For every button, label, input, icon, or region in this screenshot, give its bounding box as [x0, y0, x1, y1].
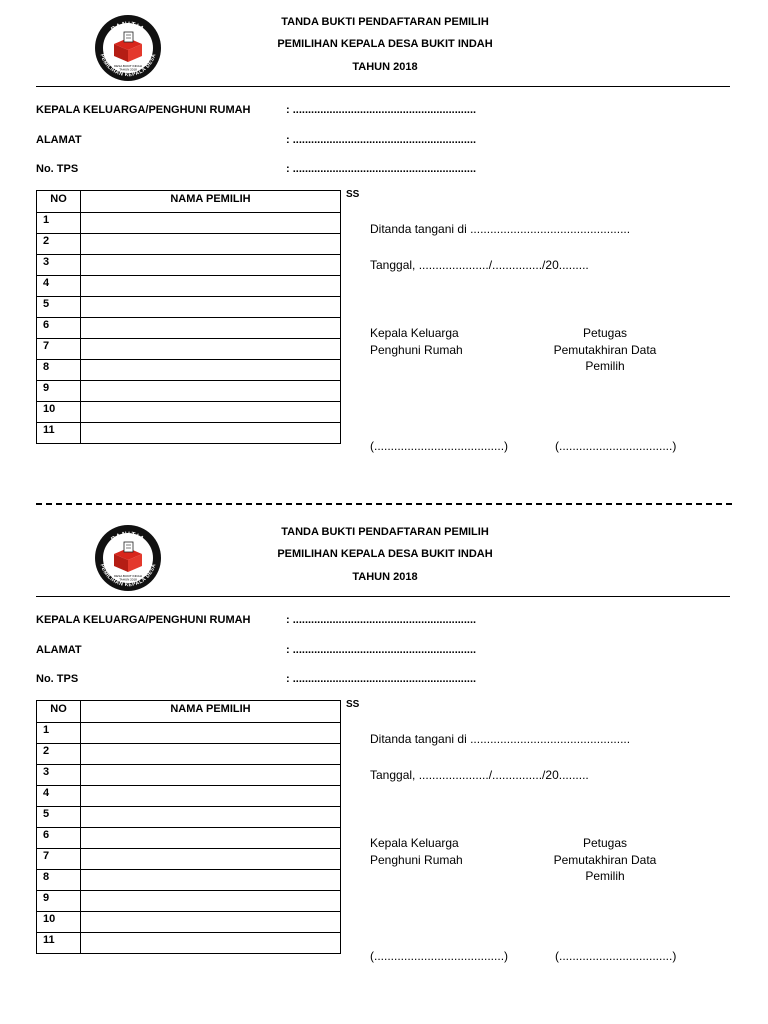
voter-name-cell[interactable] — [81, 765, 341, 786]
voter-name-cell[interactable] — [81, 849, 341, 870]
ss-mark: SS — [346, 699, 360, 710]
table-row — [37, 276, 341, 297]
table-row — [37, 381, 341, 402]
ss-mark: SS — [346, 189, 360, 200]
row-number: 6 — [37, 318, 81, 339]
voter-name-cell[interactable] — [81, 381, 341, 402]
logo-inner-line-2: TAHUN 2018 — [119, 577, 137, 582]
header-title-line-3: TAHUN 2018 — [352, 571, 418, 583]
table-row — [37, 723, 341, 744]
row-number: 2 — [37, 744, 81, 765]
table-row — [37, 234, 341, 255]
row-number: 11 — [37, 933, 81, 954]
left-signer-title-2: Penghuni Rumah — [370, 343, 463, 357]
row-number: 5 — [37, 297, 81, 318]
row-number: 3 — [37, 765, 81, 786]
row-number: 1 — [37, 723, 81, 744]
voter-name-cell[interactable] — [81, 339, 341, 360]
col-header-name: NAMA PEMILIH — [81, 191, 341, 213]
registration-slip-1 — [0, 0, 768, 470]
voter-name-cell[interactable] — [81, 402, 341, 423]
table-row — [37, 849, 341, 870]
right-signer-title-3: Pemilih — [585, 869, 625, 883]
right-signer-title-1: Petugas — [582, 836, 628, 850]
logo-arc-top-text: PANITIA — [110, 530, 146, 544]
table-row — [37, 786, 341, 807]
table-row — [37, 402, 341, 423]
voter-name-cell[interactable] — [81, 255, 341, 276]
table-row — [37, 423, 341, 444]
logo-inner-line-1: DESA BUKIT INDAH — [114, 64, 142, 68]
table-row — [37, 297, 341, 318]
row-number: 1 — [37, 213, 81, 234]
row-number: 7 — [37, 849, 81, 870]
field-value-head-of-household[interactable]: : ............................................................ — [286, 104, 477, 116]
date-line[interactable]: Tanggal, ...................../.............../20......... — [370, 258, 589, 272]
left-signature-line[interactable]: (.......................................) — [370, 949, 509, 963]
right-signer-title-2: Pemutakhiran Data — [553, 343, 657, 357]
voter-table-header — [37, 191, 341, 213]
header-title-line-2: PEMILIHAN KEPALA DESA BUKIT INDAH — [277, 548, 493, 560]
committee-logo — [94, 14, 162, 82]
table-row — [37, 828, 341, 849]
logo-inner-line-2: TAHUN 2018 — [119, 67, 137, 72]
table-row — [37, 744, 341, 765]
row-number: 5 — [37, 807, 81, 828]
voter-name-cell[interactable] — [81, 360, 341, 381]
row-number: 8 — [37, 360, 81, 381]
registration-slip-2 — [0, 510, 768, 980]
field-value-address[interactable]: : ............................................................ — [286, 134, 477, 146]
logo-arc-top-text: PANITIA — [110, 20, 146, 34]
voter-name-cell[interactable] — [81, 786, 341, 807]
field-label-tps: No. TPS — [36, 163, 79, 175]
right-signer-title-2: Pemutakhiran Data — [553, 853, 657, 867]
field-value-tps[interactable]: : ............................................................ — [286, 163, 477, 175]
voter-name-cell[interactable] — [81, 912, 341, 933]
left-signer-title-2: Penghuni Rumah — [370, 853, 463, 867]
row-number: 11 — [37, 423, 81, 444]
voter-name-cell[interactable] — [81, 870, 341, 891]
voter-name-cell[interactable] — [81, 891, 341, 912]
field-label-address: ALAMAT — [36, 134, 82, 146]
field-label-address: ALAMAT — [36, 644, 82, 656]
row-number: 7 — [37, 339, 81, 360]
voter-name-cell[interactable] — [81, 744, 341, 765]
row-number: 4 — [37, 276, 81, 297]
field-value-head-of-household[interactable]: : ............................................................ — [286, 614, 477, 626]
voter-name-cell[interactable] — [81, 318, 341, 339]
field-label-head-of-household: KEPALA KELUARGA/PENGHUNI RUMAH — [36, 614, 251, 626]
right-signature-line[interactable]: (..................................) — [555, 439, 677, 453]
row-number: 9 — [37, 891, 81, 912]
header-title-line-1: TANDA BUKTI PENDAFTARAN PEMILIH — [281, 526, 489, 538]
header-title-line-2: PEMILIHAN KEPALA DESA BUKIT INDAH — [277, 38, 493, 50]
right-signature-line[interactable]: (..................................) — [555, 949, 677, 963]
right-signer-title-3: Pemilih — [585, 359, 625, 373]
voter-table — [36, 190, 341, 444]
logo-arc-bottom-text: PEMILIHAN KEPALA DESA — [98, 53, 158, 79]
voter-name-cell[interactable] — [81, 234, 341, 255]
voter-name-cell[interactable] — [81, 423, 341, 444]
row-number: 10 — [37, 912, 81, 933]
voter-name-cell[interactable] — [81, 297, 341, 318]
table-row — [37, 765, 341, 786]
date-line[interactable]: Tanggal, ...................../.............../20......... — [370, 768, 589, 782]
table-row — [37, 870, 341, 891]
col-header-name: NAMA PEMILIH — [81, 701, 341, 723]
header-title-line-3: TAHUN 2018 — [352, 61, 418, 73]
left-signature-line[interactable]: (.......................................) — [370, 439, 509, 453]
table-row — [37, 891, 341, 912]
voter-table — [36, 700, 341, 954]
table-row — [37, 360, 341, 381]
cut-line-divider — [36, 503, 732, 505]
field-value-tps[interactable]: : ............................................................ — [286, 673, 477, 685]
table-row — [37, 255, 341, 276]
voter-name-cell[interactable] — [81, 807, 341, 828]
field-value-address[interactable]: : ............................................................ — [286, 644, 477, 656]
table-row — [37, 318, 341, 339]
field-label-tps: No. TPS — [36, 673, 79, 685]
table-row — [37, 933, 341, 954]
voter-name-cell[interactable] — [81, 828, 341, 849]
row-number: 4 — [37, 786, 81, 807]
signed-at-line[interactable]: Ditanda tangani di ................................................ — [370, 732, 631, 746]
header-divider — [36, 86, 730, 87]
table-row — [37, 339, 341, 360]
logo-inner-line-1: DESA BUKIT INDAH — [114, 574, 142, 578]
row-number: 9 — [37, 381, 81, 402]
field-label-head-of-household: KEPALA KELUARGA/PENGHUNI RUMAH — [36, 104, 251, 116]
table-row — [37, 807, 341, 828]
logo-arc-bottom-text: PEMILIHAN KEPALA DESA — [98, 563, 158, 589]
row-number: 2 — [37, 234, 81, 255]
table-row — [37, 912, 341, 933]
voter-name-cell[interactable] — [81, 213, 341, 234]
row-number: 3 — [37, 255, 81, 276]
row-number: 10 — [37, 402, 81, 423]
left-signer-title-1: Kepala Keluarga — [370, 836, 459, 850]
row-number: 8 — [37, 870, 81, 891]
left-signer-title-1: Kepala Keluarga — [370, 326, 459, 340]
row-number: 6 — [37, 828, 81, 849]
table-row — [37, 213, 341, 234]
header-divider — [36, 596, 730, 597]
voter-name-cell[interactable] — [81, 933, 341, 954]
right-signer-title-1: Petugas — [582, 326, 628, 340]
col-header-no: NO — [37, 191, 81, 213]
voter-name-cell[interactable] — [81, 276, 341, 297]
header-title-line-1: TANDA BUKTI PENDAFTARAN PEMILIH — [281, 16, 489, 28]
signed-at-line[interactable]: Ditanda tangani di ................................................ — [370, 222, 631, 236]
col-header-no: NO — [37, 701, 81, 723]
committee-logo — [94, 524, 162, 592]
voter-table-header — [37, 701, 341, 723]
voter-name-cell[interactable] — [81, 723, 341, 744]
